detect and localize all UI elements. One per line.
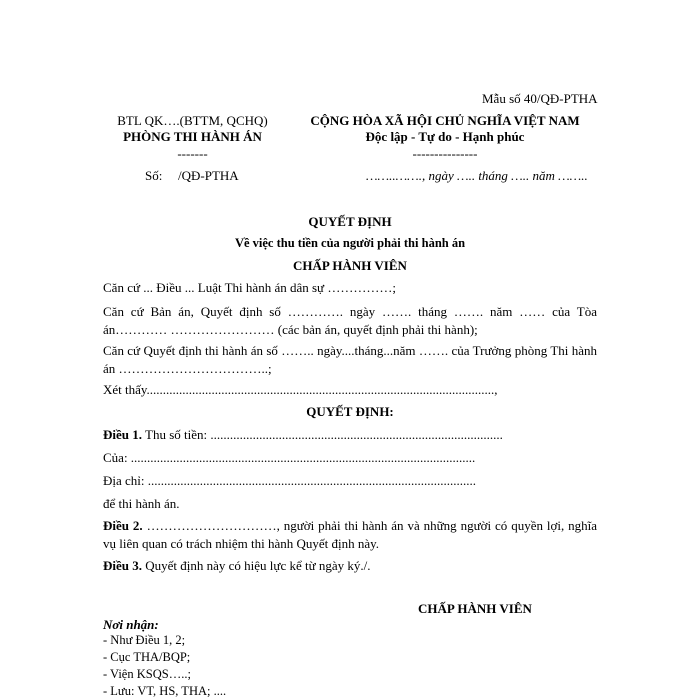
article-1-address: Địa chỉ: ..................................................................................................... xyxy=(103,473,477,488)
recipient-item: - Như Điều 1, 2; xyxy=(103,633,186,647)
article-3-label: Điều 3. xyxy=(103,558,142,573)
authority-heading: CHẤP HÀNH VIÊN xyxy=(293,258,407,273)
basis-2: Căn cứ Bản án, Quyết định số …………. ngày ……. tháng ……. năm …… của Tòa án………… …………………… (các bản án, quyết định phải thi hành); xyxy=(103,304,597,337)
article-1-purpose: để thi hành án. xyxy=(103,496,180,511)
number-label: Số: xyxy=(145,168,163,183)
form-number: Mẫu số 40/QĐ-PTHA xyxy=(482,91,598,106)
article-1-text: Thu số tiền: .......................................................................................... xyxy=(142,427,503,442)
recipients-heading: Nơi nhận: xyxy=(103,617,159,632)
agency-name: PHÒNG THI HÀNH ÁN xyxy=(123,129,262,144)
agency-line1: BTL QK….(BTTM, QCHQ) xyxy=(117,113,268,128)
article-2-text: …………………………, người phải thi hành án và những người có quyền lợi, nghĩa vụ liên quan có trách nhiệm thi hành Quyết định này. xyxy=(103,518,598,551)
national-motto: Độc lập - Tự do - Hạnh phúc xyxy=(365,129,525,144)
national-name: CỘNG HÒA XÃ HỘI CHỦ NGHĨA VIỆT NAM xyxy=(310,113,580,128)
document-title: QUYẾT ĐỊNH xyxy=(308,214,392,229)
recipient-item: - Cục THA/BQP; xyxy=(103,650,191,664)
signature-title: CHẤP HÀNH VIÊN xyxy=(418,601,532,616)
article-1-label: Điều 1. xyxy=(103,427,142,442)
national-divider: --------------- xyxy=(412,146,478,161)
recipient-item: - Viện KSQS…..; xyxy=(103,667,191,681)
article-2-label: Điều 2. xyxy=(103,518,143,533)
recipient-item: - Lưu: VT, HS, THA; .... xyxy=(103,684,227,698)
agency-divider: ------- xyxy=(177,146,208,161)
date-line: ……..……., ngày ….. tháng ….. năm …….. xyxy=(366,168,588,183)
document-subtitle: Về việc thu tiền của người phải thi hành án xyxy=(234,236,466,250)
article-1-recipient: Của: .......................................................................................................... xyxy=(103,450,476,465)
decision-heading: QUYẾT ĐỊNH: xyxy=(306,404,394,419)
basis-3: Căn cứ Quyết định thi hành án số …….. ngày....tháng...năm ……. của Trưởng phòng Thi hành án ……………………………..; xyxy=(103,343,597,376)
article-1 xyxy=(103,427,503,443)
basis-1: Căn cứ ... Điều ... Luật Thi hành án dân sự ……………; xyxy=(103,280,396,295)
number-value: /QĐ-PTHA xyxy=(178,168,239,183)
considering: Xét thấy..........................................................................................................., xyxy=(103,382,498,397)
article-2 xyxy=(103,517,597,553)
article-3-text: Quyết định này có hiệu lực kể từ ngày ký./. xyxy=(142,558,371,573)
article-3 xyxy=(103,558,371,574)
